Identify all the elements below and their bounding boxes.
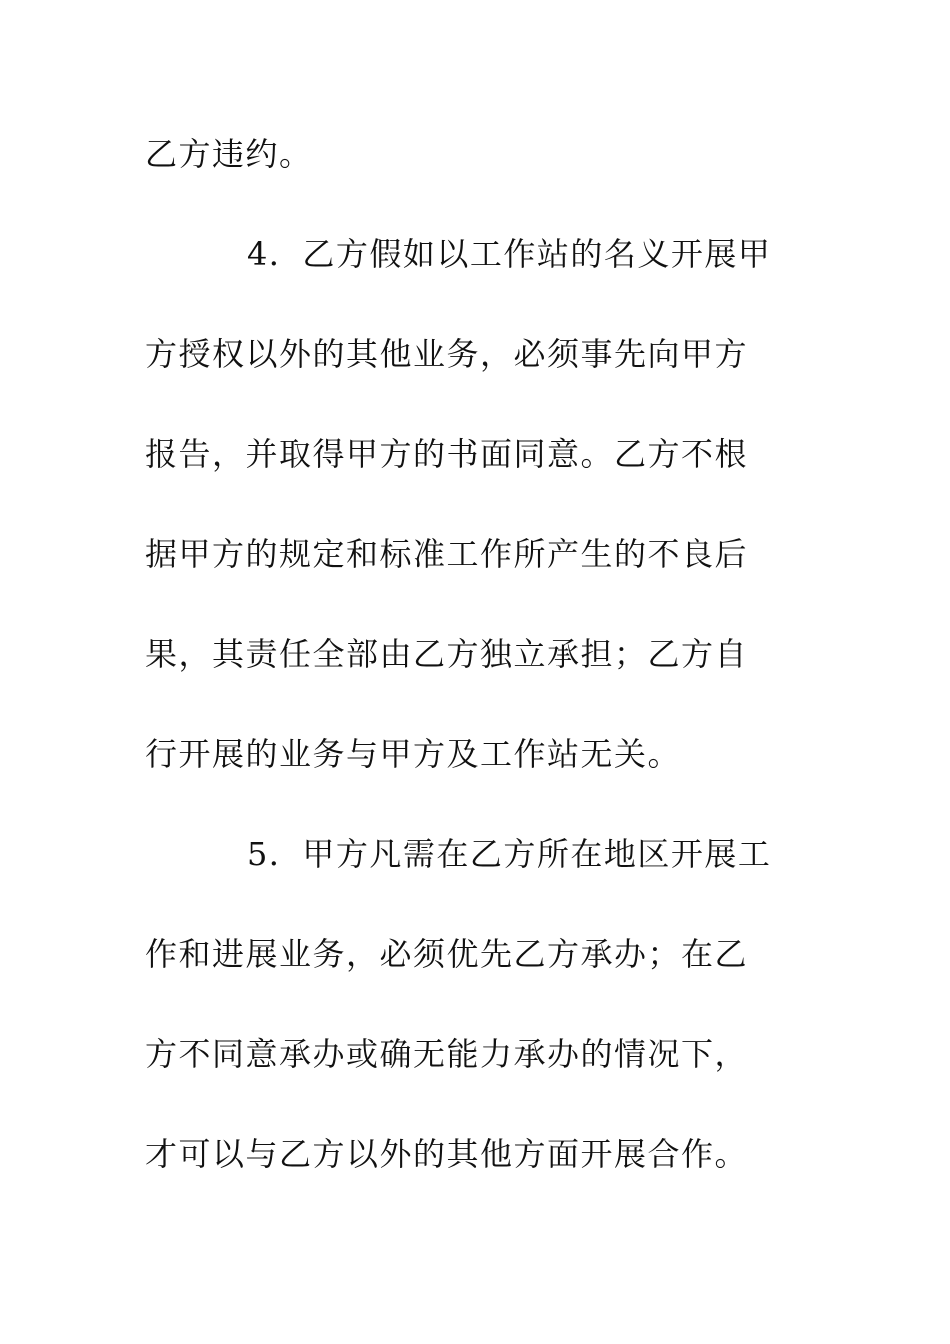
- text-line-5: 据甲方的规定和标准工作所产生的不良后: [145, 535, 749, 573]
- text-line-6: 果，其责任全部由乙方独立承担；乙方自: [145, 635, 749, 673]
- text-line-1: 乙方违约。: [145, 135, 313, 173]
- paragraph-5-first-line: 5．甲方凡需在乙方所在地区开展工: [247, 835, 772, 873]
- text-line-7: 行开展的业务与甲方及工作站无关。: [145, 735, 682, 773]
- text-line-4: 报告，并取得甲方的书面同意。乙方不根: [145, 435, 749, 473]
- text-line-10: 方不同意承办或确无能力承办的情况下，: [145, 1035, 749, 1073]
- text-line-3: 方授权以外的其他业务，必须事先向甲方: [145, 335, 749, 373]
- paragraph-4-first-line: 4．乙方假如以工作站的名义开展甲: [247, 235, 772, 273]
- text-line-11: 才可以与乙方以外的其他方面开展合作。: [145, 1135, 749, 1173]
- text-line-9: 作和进展业务，必须优先乙方承办；在乙: [145, 935, 749, 973]
